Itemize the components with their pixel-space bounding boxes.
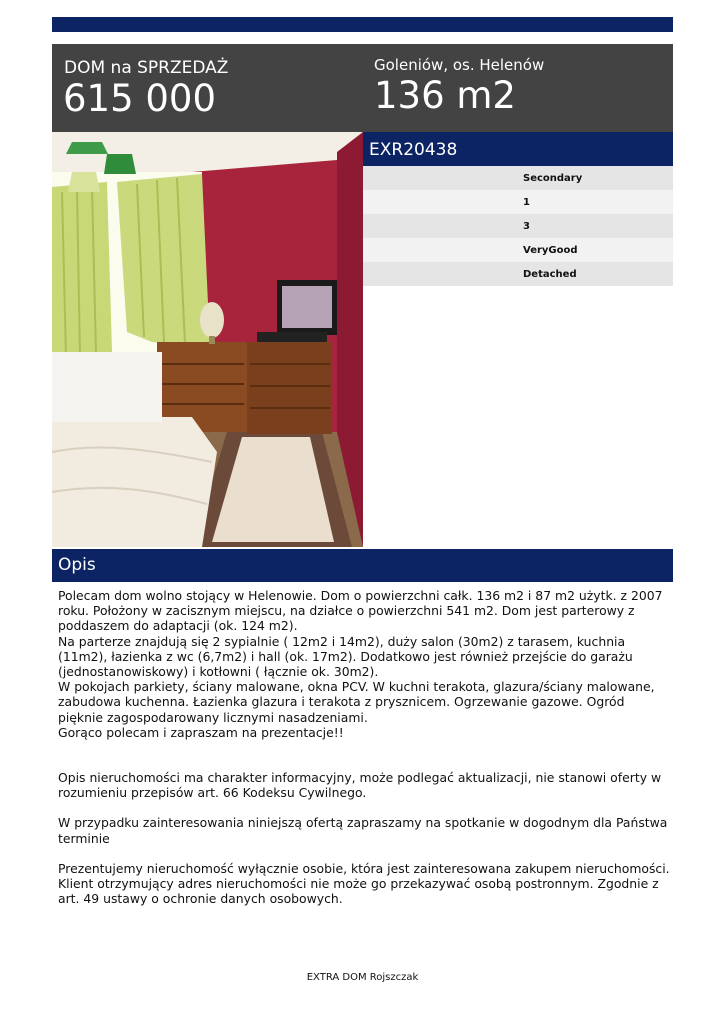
agency-footer: EXTRA DOM Rojszczak	[306, 972, 419, 983]
property-photo	[52, 132, 363, 547]
listing-id: EXR20438	[369, 140, 458, 160]
listing-params	[363, 166, 673, 286]
param-value: Detached	[523, 269, 577, 280]
param-value: VeryGood	[523, 245, 578, 256]
listing-area: 136 m2	[374, 74, 516, 117]
listing-header	[52, 44, 673, 132]
param-row	[363, 166, 673, 190]
param-row	[363, 190, 673, 214]
description-heading-bar	[52, 549, 673, 582]
description-paragraph: Gorąco polecam i zapraszam na prezentacje!!	[58, 724, 344, 740]
description-paragraph: Polecam dom wolno stojący w Helenowie. Dom o powierzchni całk. 136 m2 i 87 m2 użytk. z 2007 roku. Położony w zacisznym miejscu, na działce o powierzchni 541 m2. Dom jest parterowy z poddaszem do adaptacji (ok. 124 m2).	[58, 588, 663, 634]
invitation-text: W przypadku zainteresowania niniejszą ofertą zapraszamy na spotkanie w dogodnym dla Państwa terminie	[58, 815, 668, 846]
listing-location: Goleniów, os. Helenów	[374, 56, 545, 74]
top-accent-bar	[52, 17, 673, 32]
disclaimer-text: Opis nieruchomości ma charakter informacyjny, może podlegać aktualizacji, nie stanowi oferty w rozumieniu przepisów art. 66 Kodeksu Cywilnego.	[58, 770, 662, 801]
privacy-text: Prezentujemy nieruchomość wyłącznie osobie, która jest zainteresowana zakupem nieruchomości. Klient otrzymujący adres nieruchomości nie może go przekazywać osobą postronnym. Zgodnie z art. 49 ustawy o ochronie danych osobowych.	[58, 860, 670, 907]
param-value: 3	[523, 221, 530, 232]
description-paragraph: W pokojach parkiety, ściany malowane, okna PCV. W kuchni terakota, glazura/ściany malowane, zabudowa kuchenna. Łazienka glazura i terakota z prysznicem. Ogrzewanie gazowe. Ogród pięknie zagospodarowany licznymi nasadzeniami.	[58, 679, 655, 725]
param-row	[363, 238, 673, 262]
param-value: Secondary	[523, 173, 583, 184]
description-body	[58, 588, 670, 906]
description-heading: Opis	[58, 555, 96, 575]
description-paragraph: Na parterze znajdują się 2 sypialnie ( 12m2 i 14m2), duży salon (30m2) z tarasem, kuchnia (11m2), łazienka z wc (6,7m2) i hall (ok. 17m2). Dodatkowo jest również przejście do garażu (jednostanowiskowy) i kotłowni ( łącznie ok. 30m2).	[58, 633, 633, 680]
listing-type: DOM na SPRZEDAŻ	[64, 58, 229, 78]
listing-price: 615 000	[63, 77, 217, 120]
param-row	[363, 214, 673, 238]
listing-id-bar	[363, 132, 673, 166]
param-row	[363, 262, 673, 286]
param-value: 1	[523, 197, 530, 208]
